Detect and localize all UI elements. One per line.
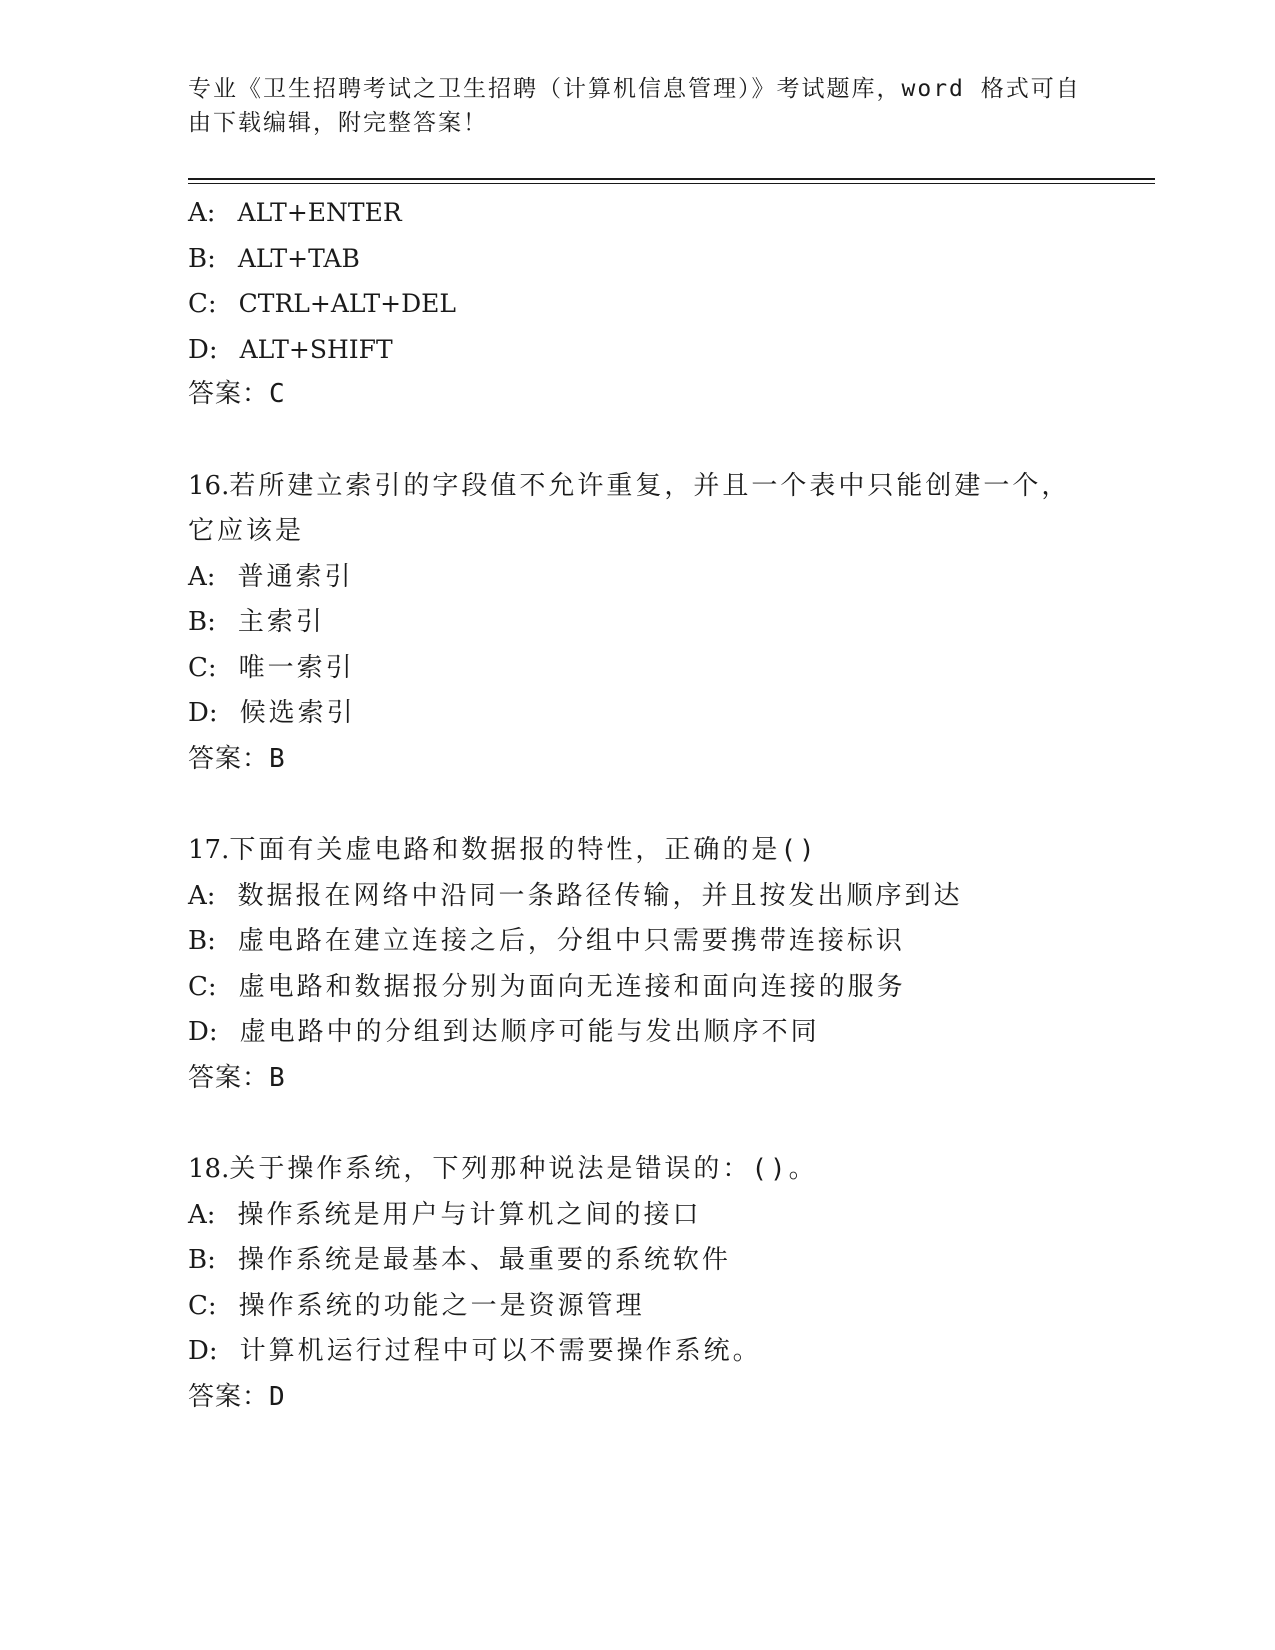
answer-label: 答案： [188, 1381, 270, 1412]
question-number: 17. [188, 835, 230, 865]
option-text: ALT+ENTER [237, 198, 402, 227]
answer-label: 答案： [188, 1062, 270, 1093]
option-text: 计算机运行过程中可以不需要操作系统。 [239, 1336, 762, 1366]
option-letter: A: [188, 198, 216, 228]
header-line-1: 专业《卫生招聘考试之卫生招聘（计算机信息管理）》考试题库，word 格式可自 [188, 76, 1081, 102]
option-text: 主索引 [237, 607, 325, 637]
option-letter: D: [188, 334, 218, 365]
option-letter: D: [188, 698, 218, 728]
option-text: 虚电路和数据报分别为面向无连接和面向连接的服务 [238, 971, 906, 1002]
question-number: 16. [188, 470, 230, 501]
question-stem [188, 464, 1088, 555]
answer-label: 答案： [188, 743, 270, 774]
question-16 [188, 464, 1148, 783]
question-stem-text: 下面有关虚电路和数据报的特性，正确的是() [229, 835, 818, 865]
option-b [188, 919, 1148, 965]
option-letter: B: [188, 607, 216, 637]
answer-line [188, 737, 1148, 783]
question-18 [188, 1147, 1148, 1420]
question-stem [188, 828, 1148, 874]
option-letter: A: [188, 1199, 216, 1230]
option-text: 唯一索引 [238, 652, 355, 683]
option-letter: A: [188, 561, 216, 592]
option-c [188, 1284, 1148, 1330]
option-text: 操作系统是用户与计算机之间的接口 [237, 1199, 702, 1230]
option-c [188, 965, 1148, 1011]
option-a [188, 1193, 1148, 1239]
option-text: ALT+SHIFT [239, 334, 393, 364]
option-d [188, 691, 1148, 737]
option-letter: B: [188, 1245, 216, 1275]
question-number: 18. [188, 1154, 230, 1184]
question-stem [188, 1147, 1148, 1193]
option-c [188, 646, 1148, 692]
option-letter: D: [188, 1336, 218, 1366]
option-letter: C: [188, 652, 217, 683]
option-c [188, 281, 1148, 327]
option-letter: D: [188, 1017, 218, 1047]
option-letter: C: [188, 289, 217, 319]
option-text: 操作系统是最基本、最重要的系统软件 [237, 1245, 731, 1275]
answer-label: 答案： [188, 379, 270, 409]
header-rule-thick [188, 178, 1155, 180]
option-a [188, 190, 1148, 236]
answer-line [188, 1056, 1148, 1102]
answer-value: C [269, 379, 286, 409]
option-a [188, 555, 1148, 601]
question-list [188, 190, 1148, 1420]
header-rule-thin [188, 183, 1155, 184]
document-header [188, 72, 1088, 140]
answer-line [188, 1375, 1148, 1421]
option-letter: B: [188, 243, 216, 274]
option-text: 普通索引 [237, 561, 354, 592]
option-a [188, 874, 1148, 920]
option-text: ALT+TAB [237, 243, 360, 273]
option-text: 虚电路中的分组到达顺序可能与发出顺序不同 [239, 1017, 820, 1047]
option-b [188, 236, 1148, 282]
question-17 [188, 828, 1148, 1101]
option-letter: A: [188, 880, 216, 911]
option-text: 虚电路在建立连接之后，分组中只需要携带连接标识 [237, 926, 905, 956]
question-stem-line-2: 它应该是 [188, 516, 305, 546]
option-text: 候选索引 [239, 698, 356, 728]
option-text: 数据报在网络中沿同一条路径传输，并且按发出顺序到达 [237, 880, 963, 911]
option-letter: C: [188, 971, 217, 1002]
question-stem-text: 关于操作系统，下列那种说法是错误的：()。 [229, 1154, 818, 1184]
option-letter: B: [188, 926, 216, 956]
header-line-2: 由下载编辑，附完整答案！ [188, 110, 488, 136]
answer-value: B [269, 743, 286, 774]
question-stem-line-1: 若所建立索引的字段值不允许重复，并且一个表中只能创建一个， [229, 470, 1071, 501]
answer-value: D [269, 1381, 286, 1412]
question-15 [188, 190, 1148, 418]
option-d [188, 1329, 1148, 1375]
option-b [188, 1238, 1148, 1284]
option-text: CTRL+ALT+DEL [238, 289, 456, 318]
option-letter: C: [188, 1290, 217, 1321]
answer-line [188, 372, 1148, 418]
option-b [188, 600, 1148, 646]
option-d [188, 327, 1148, 373]
option-text: 操作系统的功能之一是资源管理 [238, 1290, 645, 1321]
answer-value: B [269, 1062, 286, 1093]
option-d [188, 1010, 1148, 1056]
